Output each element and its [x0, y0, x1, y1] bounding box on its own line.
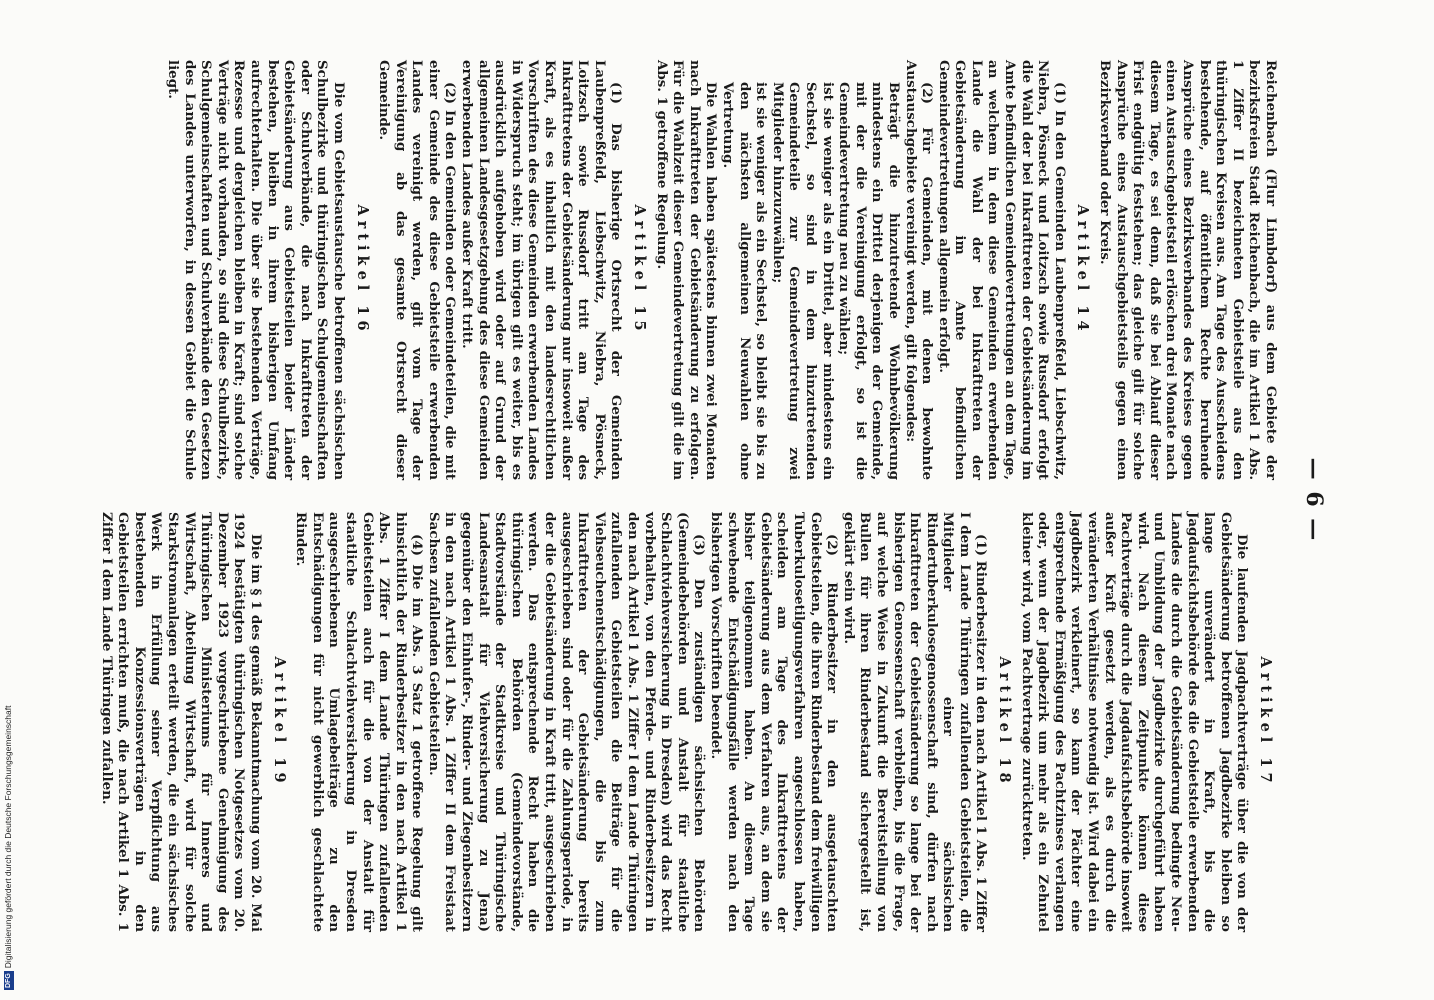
- article-15-paragraph-2: (2) In den Gemeinden oder Gemeindeteilen, die mit einer Gemeinde des diese Gebietsteile erwerbenden Landes vereinigt werden, gilt vom Tage der Vereinigung ab das gesamte Ortsrecht dieser Gemeinde.: [376, 60, 459, 480]
- left-column: [114, 60, 1279, 480]
- digitization-note-text: Digitalisierung gefördert durch die Deutsche Forschungsgemeinschaft: [3, 705, 13, 969]
- article-16-heading: Artikel 16: [353, 204, 371, 336]
- article-17-paragraph-1: Die laufenden Jagdpachtverträge über die von der Gebietsänderung betroffenen Jagdbezirke bleiben so lange unverändert in Kraft, bis die Jagdaufsichtsbehörde des die Gebietsteile erwerbenden Landes die durch die Gebietsänderung bedingte Neu- und Umbildung der Jagdbezirke durchgeführt haben wird. Nach diesem Zeitpunkte können diese Pachtverträge durch die Jagdaufsichtsbehörde insoweit außer Kraft gesetzt werden, als es durch die veränderten Verhältnisse notwendig ist. Wird dabei ein Jagdbezirk verkleinert, so kann der Pächter eine entsprechende Ermäßigung des Pachtzinses verlangen oder, wenn der Jagdbezirk um mehr als ein Zehntel kleiner wird, vom Pachtvertrage zurücktreten.: [1018, 512, 1251, 932]
- article-18-heading: Artikel 18: [996, 656, 1014, 788]
- article-14-paragraph-2: (2) Für Gemeinden, mit denen bewohnte Austauschgebiete vereinigt werden, gilt folgendes:: [902, 60, 936, 480]
- dfg-logo: DFG: [4, 973, 12, 988]
- rotated-page: [98, 50, 1327, 950]
- article-15-heading: Artikel 15: [631, 204, 649, 336]
- page-number: — 6 —: [1301, 457, 1327, 543]
- right-column: [98, 512, 1279, 932]
- article-14-clause-a: Beträgt die hinzutretende Wohnbevölkerung mindestens ein Drittel derjenigen der Gemeinde, mit der die Vereinigung erfolgt, so ist die Gemeindevertretung neu zu wählen;: [836, 82, 902, 480]
- digitization-note: [1, 0, 15, 990]
- article-14-paragraph-3: Die Wahlen haben spätestens binnen zwei Monaten nach Inkrafttreten der Gebietsänderung zu erfolgen. Für die Wahlzeit dieser Gemeindevertretung gilt die im Abs. 1 getroffene Regelung.: [653, 60, 720, 480]
- article-14-heading: Artikel 14: [1074, 204, 1092, 336]
- article-14-clause-b: ist sie weniger als ein Drittel, aber mindestens ein Sechstel, so sind in dem hinzutretenden Gemeindeteile zur Gemeindevertretung zwei Mitglieder hinzuzuwählen;: [769, 82, 836, 480]
- article-17-heading: Artikel 17: [1257, 656, 1274, 788]
- article-19-paragraph-1: Die im § 1 des gemäß Bekanntmachung vom 20. Mai 1924 bestätigten thüringischen Notgesetzes vom 20. Dezember 1923 vorgeschriebene Genehmigung des Thüringischen Ministeriums für Inneres und Wirtschaft, Abteilung Wirtschaft, wird für solche Starkstromanlagen erteilt werden, die ein sächsisches Werk in Erfüllung seiner Verpflichtung aus bestehenden Konzessionsverträgen in den Gebietsteilen errichten muß, die nach Artikel 1 Abs. 1 Ziffer I dem Lande Thüringen zufallen.: [98, 512, 264, 932]
- article-18-paragraph-2: (2) Rinderbesitzer in den ausgetauschten Gebietsteilen, die ihren Rinderbestand dem freiwilligen Tuberkulosetilgungsverfahren angeschlossen haben, scheiden am Tage des Inkrafttretens der Gebietsänderung aus dem Verfahren aus, an dem sie bisher teilgenommen haben. An diesem Tage schwebende Entschädigungsfälle werden nach den bisherigen Vorschriften beendet.: [708, 512, 841, 932]
- intro-paragraph: Reichenbach (Flur Limbdorf) aus dem Gebiete der bezirksfreien Stadt Reichenbach, die im Artikel 1 Abs. 1 Ziffer II bezeichneten Gebietsteile aus den thüringischen Kreisen aus. Am Tage des Ausscheidens bestehende, auf öffentlichem Rechte beruhende Ansprüche eines Bezirksverbandes des Kreises gegen einen Austauschgebietsteil erlöschen drei Monate nach diesem Tage, es sei denn, daß sie bei Ablauf dieser Frist endgültig feststehen; das gleiche gilt für solche Ansprüche eines Austauschgebietsteils gegen einen Bezirksverband oder Kreis.: [1097, 60, 1279, 480]
- digitization-sidebar: [0, 0, 14, 1000]
- article-14-clause-c: ist sie weniger als ein Sechstel, so bleibt sie bis zu den nächsten allgemeinen Neuwahlen ohne Vertretung.: [720, 82, 770, 480]
- article-16-paragraph-1: Die vom Gebietsaustausche betroffenen sächsischen Schulbezirke und thüringischen Schulgemeinschaften oder Schulverbände, die nach Inkrafttreten der Gebietsänderung aus Gebietsteilen beider Länder bestehen, bleiben in ihrem bisherigen Umfang aufrechterhalten. Die über sie bestehenden Verträge, Rezesse und dergleichen bleiben in Kraft; sind solche Verträge nicht vorhanden, so sind diese Schulbezirke, Schulgemeinschaften und Schulverbände den Gesetzen des Landes unterworfen, in dessen Gebiet die Schule liegt.: [165, 60, 347, 480]
- article-18-paragraph-4: (4) Die im Abs. 3 Satz 1 getroffene Regelung gilt hinsichtlich der Rinderbesitzer in den nach Artikel 1 Abs. 1 Ziffer I dem Lande Thüringen zufallenden Gebietsteilen auch für die von der Anstalt für staatliche Schlachtviehversicherung in Dresden ausgeschriebenen Umlagebeiträge zu den Entschädigungen für nicht gewerblich geschlachtete Rinder.: [293, 512, 426, 932]
- article-15-paragraph-1: (1) Das bisherige Ortsrecht der Gemeinden Laubenpreßfeld, Liebschwitz, Niebra, Pösneck, Loitzsch sowie Russdorf tritt am Tage des Inkrafttretens der Gebietsänderung nur insoweit außer Kraft, als es inhaltlich mit den landesrechtlichen Vorschriften des diese Gemeinden erwerbenden Landes in Widerspruch steht; im übrigen gilt es weiter, bis es ausdrücklich aufgehoben wird oder auf Grund der allgemeinen Landesgesetzgebung des diese Gemeinden erwerbenden Landes außer Kraft tritt.: [459, 60, 625, 480]
- article-14-paragraph-1: (1) In den Gemeinden Laubenpreßfeld, Liebschwitz, Niebra, Pösneck und Loitzsch sowie Russdorf erfolgt die Wahl der bei Inkrafttreten der Gebietsänderung im Amte befindlichen Gemeindevertretungen an dem Tage, an welchem in dem diese Gemeinden erwerbenden Lande die Wahl der bei Inkrafttreten der Gebietsänderung im Amte befindlichen Gemeindevertretungen allgemein erfolgt.: [935, 60, 1068, 480]
- article-19-heading: Artikel 19: [270, 656, 288, 788]
- article-18-paragraph-1: (1) Rinderbesitzer in den nach Artikel 1 Abs. 1 Ziffer I dem Lande Thüringen zufallenden Gebietsteilen, die Mitglieder einer sächsischen Rindertuberkulosegenossenschaft sind, dürfen nach Inkrafttreten der Gebietsänderung so lange bei der bisherigen Genossenschaft verbleiben, bis die Frage, auf welche Weise in Zukunft die Bereitstellung von Bullen für ihren Rinderbestand sichergestellt ist, geklärt sein wird.: [840, 512, 990, 932]
- article-18-paragraph-3: (3) Den zuständigen sächsischen Behörden (Gemeindebehörden und Anstalt für staatliche Schlachtviehversicherung in Dresden) wird das Recht vorbehalten, von den Pferde- und Rinderbesitzern in den nach Artikel 1 Abs. 1 Ziffer I dem Lande Thüringen zufallenden Gebietsteilen die Beiträge für die Viehseuchenentschädigungen, die bis zum Inkrafttreten der Gebietsänderung bereits ausgeschrieben sind oder für die Zahlungsperiode, in der die Gebietsänderung in Kraft tritt, ausgeschrieben werden. Das entsprechende Recht haben die thüringischen Behörden (Gemeindevorstände, Stadtvorstände der Stadtkreise und Thüringische Landesanstalt für Viehversicherung zu Jena) gegenüber den Einhufer-, Rinder- und Ziegenbesitzern in den nach Artikel 1 Abs. 1 Ziffer II dem Freistaat Sachsen zufallenden Gebietsteilen.: [425, 512, 708, 932]
